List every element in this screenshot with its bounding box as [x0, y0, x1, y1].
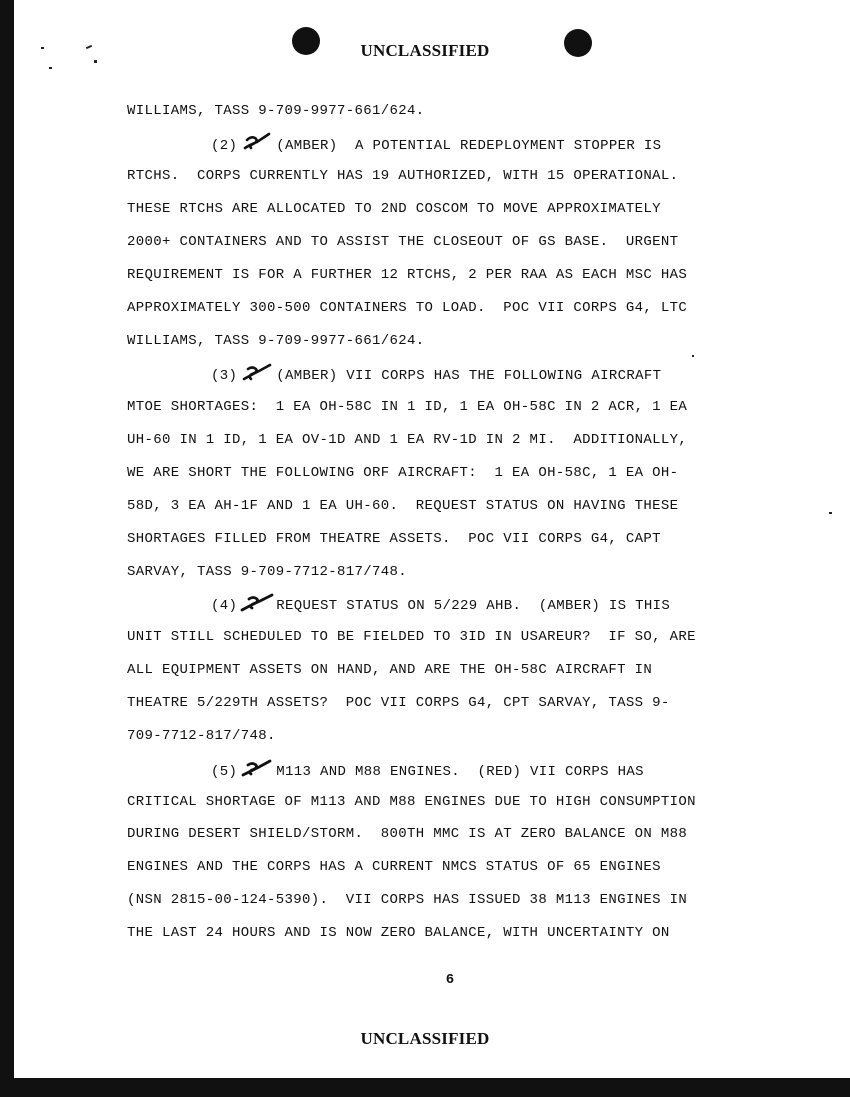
text-line: WILLIAMS, TASS 9-709-9977-661/624. [127, 103, 425, 119]
text-line: REQUIREMENT IS FOR A FURTHER 12 RTCHS, 2 PER RAA AS EACH MSC HAS [127, 267, 688, 283]
struck-classification-mark [239, 366, 273, 380]
paragraph-2-lead [211, 136, 661, 154]
paragraph-text: REQUEST STATUS ON 5/229 AHB. (AMBER) IS THIS [276, 598, 671, 614]
text-line: 709-7712-817/748. [127, 728, 276, 744]
struck-classification-mark [239, 596, 273, 610]
scan-speck [692, 355, 694, 357]
text-line: ENGINES AND THE CORPS HAS A CURRENT NMCS STATUS OF 65 ENGINES [127, 859, 661, 875]
scan-bottom-border [0, 1078, 850, 1097]
text-line: ALL EQUIPMENT ASSETS ON HAND, AND ARE THE OH-58C AIRCRAFT IN [127, 662, 653, 678]
paragraph-number: (5) [211, 764, 238, 780]
scan-left-border [0, 0, 14, 1097]
text-line: DURING DESERT SHIELD/STORM. 800TH MMC IS AT ZERO BALANCE ON M88 [127, 826, 688, 842]
text-line: CRITICAL SHORTAGE OF M113 AND M88 ENGINES DUE TO HIGH CONSUMPTION [127, 794, 696, 810]
text-line: UH-60 IN 1 ID, 1 EA OV-1D AND 1 EA RV-1D IN 2 MI. ADDITIONALLY, [127, 432, 688, 448]
text-line: (NSN 2815-00-124-5390). VII CORPS HAS ISSUED 38 M113 ENGINES IN [127, 892, 688, 908]
text-line: 2000+ CONTAINERS AND TO ASSIST THE CLOSEOUT OF GS BASE. URGENT [127, 234, 679, 250]
page-number: 6 [445, 972, 455, 988]
paragraph-number: (4) [211, 598, 238, 614]
text-line: 58D, 3 EA AH-1F AND 1 EA UH-60. REQUEST STATUS ON HAVING THESE [127, 498, 679, 514]
paragraph-number: (2) [211, 138, 238, 154]
struck-classification-mark [239, 762, 273, 776]
text-line: SHORTAGES FILLED FROM THEATRE ASSETS. POC VII CORPS G4, CAPT [127, 531, 661, 547]
text-line: THESE RTCHS ARE ALLOCATED TO 2ND COSCOM TO MOVE APPROXIMATELY [127, 201, 661, 217]
text-line: MTOE SHORTAGES: 1 EA OH-58C IN 1 ID, 1 EA OH-58C IN 2 ACR, 1 EA [127, 399, 688, 415]
paragraph-number: (3) [211, 368, 238, 384]
top-classification-marking: UNCLASSIFIED [360, 41, 490, 60]
paragraph-text: M113 AND M88 ENGINES. (RED) VII CORPS HAS [276, 764, 644, 780]
text-line: RTCHS. CORPS CURRENTLY HAS 19 AUTHORIZED, WITH 15 OPERATIONAL. [127, 168, 679, 184]
paragraph-text: (AMBER) VII CORPS HAS THE FOLLOWING AIRCRAFT [276, 368, 662, 384]
text-line: UNIT STILL SCHEDULED TO BE FIELDED TO 3ID IN USAREUR? IF SO, ARE [127, 629, 696, 645]
paragraph-text: (AMBER) A POTENTIAL REDEPLOYMENT STOPPER IS [276, 138, 662, 154]
scan-speck [829, 512, 832, 514]
scan-speck [49, 67, 52, 69]
text-line: THEATRE 5/229TH ASSETS? POC VII CORPS G4, CPT SARVAY, TASS 9- [127, 695, 670, 711]
text-line: THE LAST 24 HOURS AND IS NOW ZERO BALANCE, WITH UNCERTAINTY ON [127, 925, 670, 941]
bottom-classification-marking: UNCLASSIFIED [360, 1029, 490, 1048]
text-line: SARVAY, TASS 9-709-7712-817/748. [127, 564, 408, 580]
text-line: WILLIAMS, TASS 9-709-9977-661/624. [127, 333, 425, 349]
paragraph-5-lead [211, 762, 644, 780]
text-line: APPROXIMATELY 300-500 CONTAINERS TO LOAD. POC VII CORPS G4, LTC [127, 300, 688, 316]
paragraph-4-lead [211, 596, 670, 614]
paragraph-3-lead [211, 366, 661, 384]
struck-classification-mark [239, 136, 273, 150]
text-line: WE ARE SHORT THE FOLLOWING ORF AIRCRAFT: 1 EA OH-58C, 1 EA OH- [127, 465, 679, 481]
